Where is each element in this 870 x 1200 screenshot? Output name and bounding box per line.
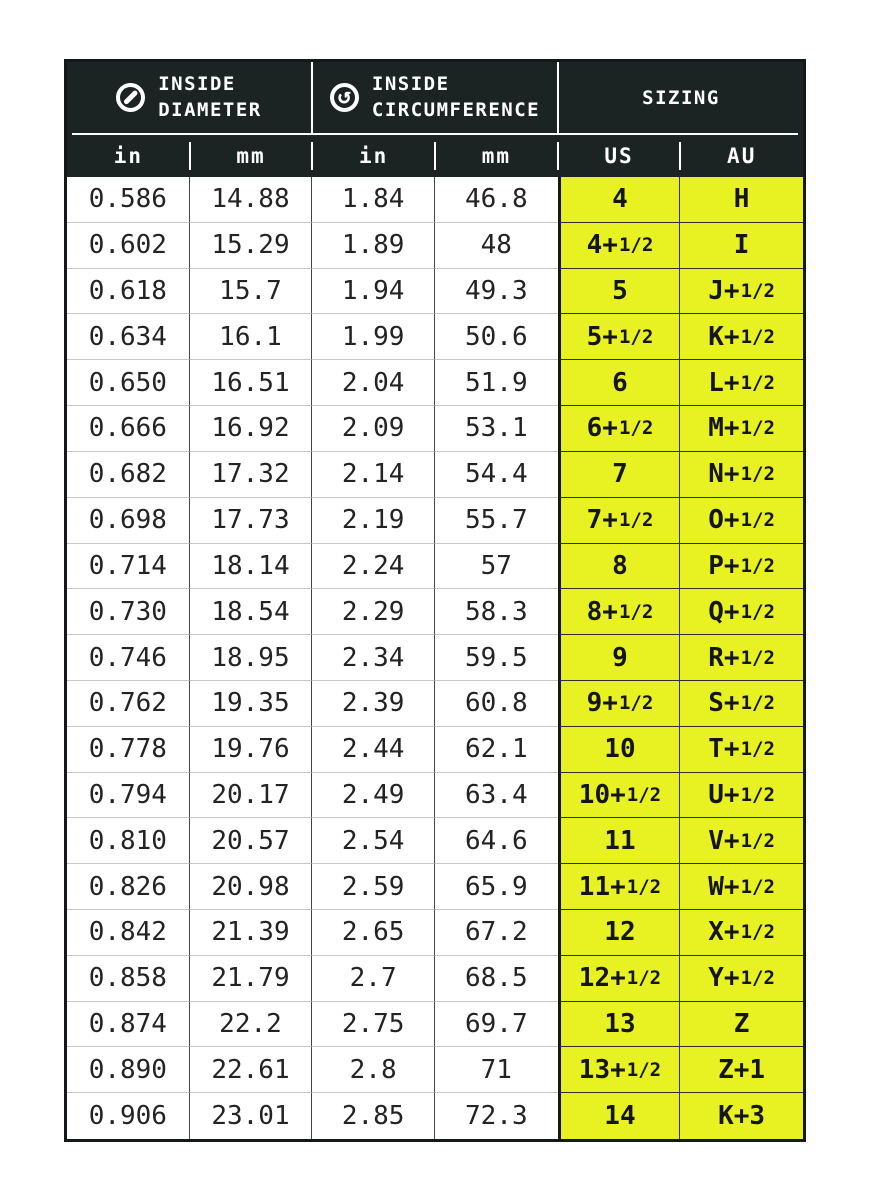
- size-value-main: N+: [708, 459, 740, 490]
- diameter-mm-cell: 21.79: [190, 956, 313, 1002]
- size-value-main: H: [733, 184, 750, 215]
- table-row: [67, 223, 803, 269]
- size-value-main: T+: [708, 734, 740, 765]
- size-value-main: P+: [708, 550, 740, 581]
- diameter-in-cell: 0.618: [67, 269, 190, 315]
- circumference-in-cell: 2.49: [312, 773, 435, 819]
- group-title-sizing: SIZING: [642, 86, 720, 109]
- size-value-main: 6: [612, 367, 628, 398]
- table-row: [67, 269, 803, 315]
- circumference-mm-cell: 51.9: [435, 360, 558, 406]
- us-size-cell: [558, 956, 681, 1002]
- size-value-fraction: 1/2: [740, 646, 775, 669]
- size-value-fraction: 1/2: [618, 234, 654, 257]
- group-title-line2: CIRCUMFERENCE: [371, 98, 541, 121]
- table-row: [67, 818, 803, 864]
- size-value-main: 13: [604, 1009, 636, 1040]
- group-inside-circumference: [313, 62, 559, 133]
- size-value-fraction: 1/2: [740, 600, 775, 623]
- circumference-mm-cell: 64.6: [435, 818, 558, 864]
- au-size-cell: [680, 1093, 803, 1139]
- size-value-main: 11+: [578, 871, 626, 902]
- header-units-row: [67, 135, 803, 177]
- size-value-main: 5+: [586, 321, 618, 352]
- diameter-in-cell: 0.810: [67, 818, 190, 864]
- circumference-mm-cell: 67.2: [435, 910, 558, 956]
- us-size-cell: [558, 177, 681, 223]
- au-size-cell: [680, 406, 803, 452]
- circumference-in-cell: 2.09: [312, 406, 435, 452]
- group-title-inside-diameter: [158, 72, 262, 123]
- table-row: [67, 360, 803, 406]
- table-row: [67, 589, 803, 635]
- circumference-in-cell: 2.39: [312, 681, 435, 727]
- size-value-main: 5: [612, 276, 628, 307]
- au-size-cell: [680, 681, 803, 727]
- au-size-cell: [680, 360, 803, 406]
- table-row: [67, 681, 803, 727]
- table-row: [67, 452, 803, 498]
- size-value-fraction: 1/2: [740, 738, 775, 761]
- diameter-mm-cell: 22.2: [190, 1002, 313, 1048]
- size-value-fraction: 1/2: [626, 875, 662, 898]
- circumference-in-cell: 2.44: [312, 727, 435, 773]
- au-size-cell: [680, 910, 803, 956]
- size-value-main: 7: [612, 459, 628, 490]
- header-title-row: [67, 62, 803, 133]
- diameter-mm-cell: 15.29: [190, 223, 313, 269]
- circumference-mm-cell: 62.1: [435, 727, 558, 773]
- diameter-mm-cell: 21.39: [190, 910, 313, 956]
- us-size-cell: [558, 818, 681, 864]
- table-row: [67, 864, 803, 910]
- diameter-mm-cell: 20.98: [190, 864, 313, 910]
- table-row: [67, 1047, 803, 1093]
- diameter-in-cell: 0.858: [67, 956, 190, 1002]
- us-size-cell: [558, 360, 681, 406]
- au-size-cell: [680, 314, 803, 360]
- us-size-cell: [558, 1002, 681, 1048]
- ring-size-table: [64, 59, 806, 1142]
- circumference-in-cell: 2.75: [312, 1002, 435, 1048]
- size-value-fraction: 1/2: [740, 692, 775, 715]
- size-value-main: 6+: [586, 413, 618, 444]
- size-value-main: 8+: [586, 596, 618, 627]
- us-size-cell: [558, 1093, 681, 1139]
- size-value-main: U+: [708, 779, 740, 810]
- diameter-mm-cell: 18.54: [190, 589, 313, 635]
- size-value-fraction: 1/2: [740, 463, 775, 486]
- unit-header-circumference-mm: mm: [435, 135, 558, 177]
- size-value-fraction: 1/2: [618, 692, 654, 715]
- diameter-in-cell: 0.906: [67, 1093, 190, 1139]
- circumference-mm-cell: 72.3: [435, 1093, 558, 1139]
- size-value-main: 9+: [586, 688, 618, 719]
- circumference-mm-cell: 49.3: [435, 269, 558, 315]
- size-value-main: I: [733, 230, 750, 261]
- size-value-main: K+: [708, 321, 740, 352]
- circumference-in-cell: 2.19: [312, 498, 435, 544]
- diameter-mm-cell: 20.57: [190, 818, 313, 864]
- size-value-main: S+: [708, 688, 740, 719]
- diameter-mm-cell: 15.7: [190, 269, 313, 315]
- unit-header-au: AU: [727, 144, 757, 168]
- size-value-main: V+: [708, 825, 740, 856]
- diameter-mm-cell: 20.17: [190, 773, 313, 819]
- circumference-in-cell: 2.54: [312, 818, 435, 864]
- group-title-line1: INSIDE: [371, 72, 450, 95]
- diameter-in-cell: 0.826: [67, 864, 190, 910]
- diameter-mm-cell: 17.73: [190, 498, 313, 544]
- diameter-in-cell: 0.682: [67, 452, 190, 498]
- size-value-main: 4: [612, 184, 628, 215]
- circumference-mm-cell: 69.7: [435, 1002, 558, 1048]
- unit-header-diameter-in: in: [67, 135, 190, 177]
- circumference-in-cell: 1.99: [312, 314, 435, 360]
- diameter-in-cell: 0.730: [67, 589, 190, 635]
- circumference-icon: [330, 83, 359, 112]
- table-row: [67, 406, 803, 452]
- size-value-fraction: 1/2: [740, 783, 775, 806]
- circumference-mm-cell: 48: [435, 223, 558, 269]
- circumference-in-cell: 1.89: [312, 223, 435, 269]
- table-row: [67, 773, 803, 819]
- diameter-mm-cell: 18.95: [190, 635, 313, 681]
- circumference-mm-cell: 46.8: [435, 177, 558, 223]
- diameter-mm-cell: 23.01: [190, 1093, 313, 1139]
- diameter-in-cell: 0.794: [67, 773, 190, 819]
- circumference-in-cell: 2.59: [312, 864, 435, 910]
- table-row: [67, 956, 803, 1002]
- circumference-in-cell: 2.85: [312, 1093, 435, 1139]
- circumference-mm-cell: 54.4: [435, 452, 558, 498]
- au-size-cell: [680, 223, 803, 269]
- circumference-icon-arrow: ↺: [337, 83, 352, 109]
- group-title-inside-circumference: [372, 72, 540, 123]
- diameter-icon: [116, 83, 145, 112]
- us-size-cell: [558, 269, 681, 315]
- au-size-cell: [680, 956, 803, 1002]
- circumference-mm-cell: 68.5: [435, 956, 558, 1002]
- size-value-main: W+: [708, 871, 740, 902]
- diameter-in-cell: 0.746: [67, 635, 190, 681]
- size-value-fraction: 1/2: [618, 417, 654, 440]
- size-value-main: 9: [612, 642, 628, 673]
- size-value-fraction: 1/2: [618, 509, 654, 532]
- circumference-in-cell: 2.7: [312, 956, 435, 1002]
- size-value-main: 12+: [578, 963, 626, 994]
- diameter-in-cell: 0.666: [67, 406, 190, 452]
- diameter-mm-cell: 16.51: [190, 360, 313, 406]
- diameter-in-cell: 0.874: [67, 1002, 190, 1048]
- size-value-fraction: 1/2: [740, 509, 775, 532]
- size-value-fraction: 1/2: [626, 783, 662, 806]
- diameter-in-cell: 0.714: [67, 544, 190, 590]
- circumference-in-cell: 2.8: [312, 1047, 435, 1093]
- table-row: [67, 544, 803, 590]
- circumference-mm-cell: 60.8: [435, 681, 558, 727]
- circumference-mm-cell: 59.5: [435, 635, 558, 681]
- size-value-main: 10: [604, 734, 636, 765]
- size-value-main: 10+: [578, 779, 626, 810]
- size-value-main: O+: [708, 505, 740, 536]
- diameter-in-cell: 0.602: [67, 223, 190, 269]
- circumference-mm-cell: 58.3: [435, 589, 558, 635]
- diameter-icon-line: [123, 90, 138, 105]
- diameter-in-cell: 0.586: [67, 177, 190, 223]
- table-row: [67, 727, 803, 773]
- size-value-main: 14: [604, 1101, 636, 1132]
- circumference-mm-cell: 71: [435, 1047, 558, 1093]
- us-size-cell: [558, 406, 681, 452]
- au-size-cell: [680, 818, 803, 864]
- us-size-cell: [558, 498, 681, 544]
- us-size-cell: [558, 452, 681, 498]
- size-value-main: 7+: [586, 505, 618, 536]
- size-value-fraction: 1/2: [626, 1058, 662, 1081]
- table-row: [67, 498, 803, 544]
- us-size-cell: [558, 314, 681, 360]
- size-value-main: J+: [708, 276, 740, 307]
- size-value-main: Q+: [708, 596, 740, 627]
- au-size-cell: [680, 864, 803, 910]
- au-size-cell: [680, 727, 803, 773]
- circumference-mm-cell: 53.1: [435, 406, 558, 452]
- us-size-cell: [558, 681, 681, 727]
- size-value-main: L+: [708, 367, 740, 398]
- size-value-main: 11: [604, 825, 636, 856]
- circumference-mm-cell: 63.4: [435, 773, 558, 819]
- diameter-mm-cell: 16.1: [190, 314, 313, 360]
- us-size-cell: [558, 864, 681, 910]
- size-value-main: Y+: [708, 963, 740, 994]
- table-row: [67, 314, 803, 360]
- size-value-fraction: 1/2: [740, 325, 775, 348]
- size-value-main: 13+: [578, 1054, 626, 1085]
- circumference-mm-cell: 55.7: [435, 498, 558, 544]
- circumference-in-cell: 2.14: [312, 452, 435, 498]
- circumference-mm-cell: 57: [435, 544, 558, 590]
- circumference-in-cell: 2.29: [312, 589, 435, 635]
- au-size-cell: [680, 452, 803, 498]
- table-row: [67, 635, 803, 681]
- circumference-in-cell: 2.04: [312, 360, 435, 406]
- au-size-cell: [680, 1047, 803, 1093]
- us-size-cell: [558, 635, 681, 681]
- size-value-fraction: 1/2: [740, 921, 775, 944]
- au-size-cell: [680, 269, 803, 315]
- us-size-cell: [558, 773, 681, 819]
- diameter-in-cell: 0.842: [67, 910, 190, 956]
- table-row: [67, 1002, 803, 1048]
- size-value-main: Z+1: [718, 1054, 766, 1085]
- size-value-main: K+3: [718, 1101, 766, 1132]
- size-value-fraction: 1/2: [740, 371, 775, 394]
- size-value-main: 8: [612, 550, 628, 581]
- size-value-fraction: 1/2: [740, 967, 775, 990]
- circumference-in-cell: 2.65: [312, 910, 435, 956]
- circumference-mm-cell: 65.9: [435, 864, 558, 910]
- diameter-mm-cell: 14.88: [190, 177, 313, 223]
- group-inside-diameter: [67, 62, 313, 133]
- diameter-mm-cell: 19.35: [190, 681, 313, 727]
- table-row: [67, 1093, 803, 1139]
- us-size-cell: [558, 727, 681, 773]
- size-value-fraction: 1/2: [740, 417, 775, 440]
- table-row: [67, 910, 803, 956]
- table-row: [67, 177, 803, 223]
- au-size-cell: [680, 589, 803, 635]
- circumference-in-cell: 1.94: [312, 269, 435, 315]
- diameter-in-cell: 0.890: [67, 1047, 190, 1093]
- au-size-cell: [680, 635, 803, 681]
- diameter-mm-cell: 18.14: [190, 544, 313, 590]
- size-value-fraction: 1/2: [618, 600, 654, 623]
- table-header: [67, 62, 803, 177]
- au-size-cell: [680, 177, 803, 223]
- size-value-main: 4+: [586, 230, 618, 261]
- unit-header-circumference-in: in: [312, 135, 435, 177]
- diameter-mm-cell: 22.61: [190, 1047, 313, 1093]
- size-value-fraction: 1/2: [740, 875, 775, 898]
- circumference-in-cell: 1.84: [312, 177, 435, 223]
- size-value-main: 12: [604, 917, 636, 948]
- group-title-line1: INSIDE: [158, 72, 236, 95]
- au-size-cell: [680, 773, 803, 819]
- diameter-in-cell: 0.650: [67, 360, 190, 406]
- unit-header-us: US: [558, 135, 681, 177]
- us-size-cell: [558, 910, 681, 956]
- us-size-cell: [558, 223, 681, 269]
- diameter-in-cell: 0.778: [67, 727, 190, 773]
- group-sizing: [559, 62, 803, 133]
- size-value-main: M+: [708, 413, 740, 444]
- unit-header-diameter-mm: mm: [190, 135, 313, 177]
- size-value-main: R+: [708, 642, 740, 673]
- table-body: [67, 177, 803, 1139]
- circumference-in-cell: 2.34: [312, 635, 435, 681]
- diameter-in-cell: 0.698: [67, 498, 190, 544]
- group-title-line2: DIAMETER: [158, 98, 262, 121]
- size-value-fraction: 1/2: [740, 554, 775, 577]
- us-size-cell: [558, 589, 681, 635]
- diameter-in-cell: 0.762: [67, 681, 190, 727]
- size-value-main: X+: [708, 917, 740, 948]
- size-value-fraction: 1/2: [740, 829, 775, 852]
- diameter-in-cell: 0.634: [67, 314, 190, 360]
- diameter-mm-cell: 17.32: [190, 452, 313, 498]
- circumference-mm-cell: 50.6: [435, 314, 558, 360]
- circumference-in-cell: 2.24: [312, 544, 435, 590]
- size-value-main: Z: [733, 1009, 750, 1040]
- au-size-cell: [680, 1002, 803, 1048]
- diameter-mm-cell: 19.76: [190, 727, 313, 773]
- diameter-mm-cell: 16.92: [190, 406, 313, 452]
- au-size-cell: [680, 544, 803, 590]
- au-size-cell: [680, 498, 803, 544]
- us-size-cell: [558, 1047, 681, 1093]
- size-value-fraction: 1/2: [626, 967, 662, 990]
- size-value-fraction: 1/2: [740, 280, 775, 303]
- size-value-fraction: 1/2: [618, 325, 654, 348]
- us-size-cell: [558, 544, 681, 590]
